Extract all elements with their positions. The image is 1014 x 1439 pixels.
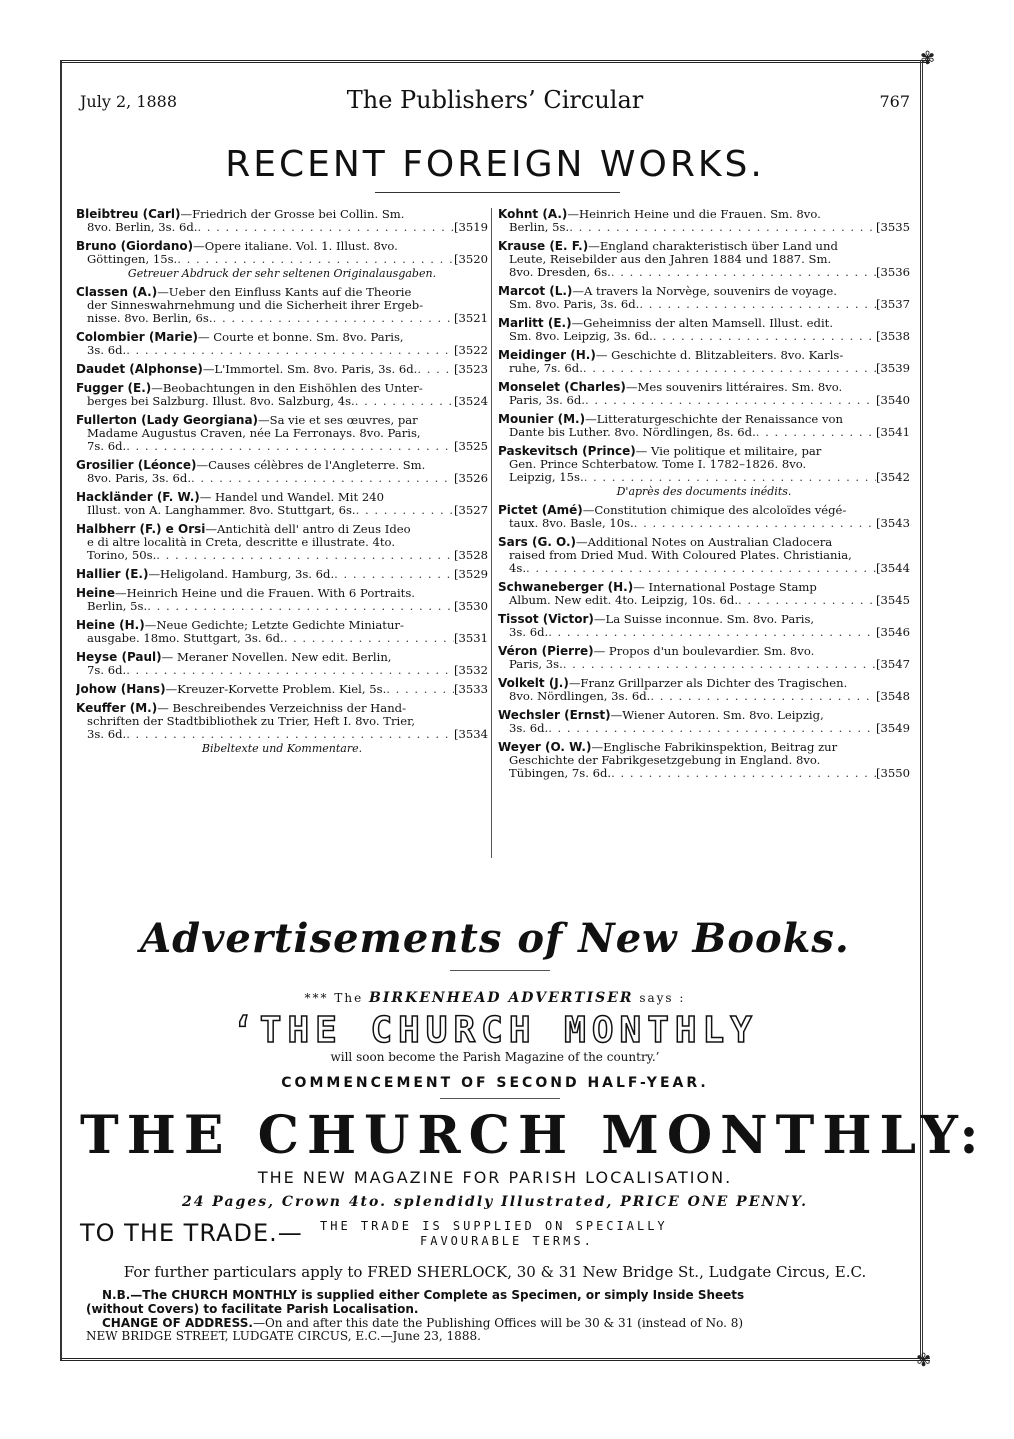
change-line-2: NEW BRIDGE STREET, LUDGATE CIRCUS, E.C.—June 23, 1888. (86, 1329, 481, 1343)
book-description: nisse. 8vo. Berlin, 6s. (87, 312, 213, 325)
book-description: —Constitution chimique des alcoloïdes végé- (582, 504, 847, 517)
leader-dots (583, 362, 876, 375)
nb-line-1: N.B.—The CHURCH MONTHLY is supplied either Complete as Specimen, or simply Inside Sheets (102, 1288, 745, 1302)
says-name: BIRKENHEAD ADVERTISER (369, 990, 634, 1006)
book-entry (76, 331, 488, 357)
book-entry (76, 587, 488, 613)
book-description: —Sa vie et ses œuvres, par (258, 414, 418, 427)
book-description: 3s. 6d. (87, 344, 127, 357)
entry-number: [3546 (875, 626, 910, 639)
book-author: Daudet (Alphonse) (76, 363, 203, 376)
book-author: Grosilier (Léonce) (76, 459, 197, 472)
leader-dots (563, 658, 876, 671)
column-divider (491, 208, 492, 858)
book-entry (498, 504, 910, 530)
right-column (498, 208, 910, 786)
entry-number: [3543 (875, 517, 910, 530)
leader-dots (738, 594, 876, 607)
book-entry (76, 382, 488, 408)
book-note: Getreuer Abdruck der sehr seltenen Originalausgaben. (127, 267, 437, 280)
further-particulars: For further particulars apply to FRED SHERLOCK, 30 & 31 New Bridge St., Ludgate Circus, E.C. (123, 1263, 867, 1281)
book-description: —Neue Gedichte; Letzte Gedichte Miniatur- (144, 619, 404, 632)
book-author: Halbherr (F.) e Orsi (76, 523, 206, 536)
entry-number: [3526 (453, 472, 488, 485)
book-description: Torino, 50s. (87, 549, 157, 562)
book-description: Leute, Reisebilder aus den Jahren 1884 und 1887. Sm. (509, 253, 832, 266)
book-author: Bruno (Giordano) (76, 240, 194, 253)
leader-dots (156, 549, 454, 562)
book-entry (498, 536, 910, 575)
entry-number: [3532 (453, 664, 488, 677)
book-author: Weyer (O. W.) (498, 741, 592, 754)
book-description: —Franz Grillparzer als Dichter des Tragischen. (568, 677, 848, 690)
book-entry (498, 240, 910, 279)
entry-number: [3525 (453, 440, 488, 453)
leader-dots (417, 363, 454, 376)
book-description: —Additional Notes on Australian Cladocera (576, 536, 833, 549)
book-author: Véron (Pierre) (498, 645, 594, 658)
book-entry (76, 208, 488, 234)
book-description: 8vo. Dresden, 6s. (509, 266, 611, 279)
book-description: Illust. von A. Langhammer. 8vo. Stuttgart, 6s. (87, 504, 356, 517)
entry-number: [3523 (453, 363, 488, 376)
book-description: —England charakteristisch über Land und (588, 240, 838, 253)
book-author: Johow (Hans) (76, 683, 166, 696)
leader-dots (191, 472, 454, 485)
corner-ornament-icon: ✾ (920, 48, 936, 69)
leader-dots (213, 312, 454, 325)
entry-number: [3527 (453, 504, 488, 517)
entry-number: [3530 (453, 600, 488, 613)
book-description: Sm. 8vo. Leipzig, 3s. 6d. (509, 330, 653, 343)
commencement-line: COMMENCEMENT OF SECOND HALF-YEAR. (281, 1075, 709, 1091)
book-entry (76, 286, 488, 325)
book-entry (76, 619, 488, 645)
leader-dots (548, 626, 876, 639)
book-author: Meidinger (H.) (498, 349, 596, 362)
book-description: 8vo. Paris, 3s. 6d. (87, 472, 192, 485)
book-author: Keuffer (M.) (76, 702, 158, 715)
book-author: Classen (A.) (76, 286, 158, 299)
nb-note (86, 1288, 916, 1316)
book-entry (498, 581, 910, 607)
entry-number: [3519 (453, 221, 488, 234)
book-description: der Sinneswahrnehmung und die Sicherheit ihrer Ergeb- (87, 299, 424, 312)
book-description: Geschichte der Fabrikgesetzgebung in England. 8vo. (509, 754, 821, 767)
issue-date: July 2, 1888 (80, 92, 178, 111)
entry-number: [3542 (875, 471, 910, 484)
entry-number: [3541 (875, 426, 910, 439)
entry-number: [3534 (453, 728, 488, 741)
leader-dots (147, 600, 454, 613)
book-entry (498, 445, 910, 498)
nb-line-2: (without Covers) to facilitate Parish Localisation. (86, 1302, 419, 1316)
book-description: —L'Immortel. Sm. 8vo. Paris, 3s. 6d. (202, 363, 418, 376)
book-description: 7s. 6d. (87, 664, 127, 677)
entry-number: [3549 (875, 722, 910, 735)
trade-lead: TO THE TRADE.— (80, 1219, 303, 1247)
book-description: ausgabe. 18mo. Stuttgart, 3s. 6d. (87, 632, 284, 645)
book-author: Fullerton (Lady Georgiana) (76, 414, 259, 427)
book-entry (498, 413, 910, 439)
book-author: Kohnt (A.) (498, 208, 568, 221)
entry-number: [3528 (453, 549, 488, 562)
book-author: Hackländer (F. W.) (76, 491, 200, 504)
leader-dots (356, 504, 454, 517)
entry-number: [3529 (453, 568, 488, 581)
book-author: Wechsler (Ernst) (498, 709, 611, 722)
book-entry (76, 702, 488, 755)
entry-number: [3524 (453, 395, 488, 408)
change-heading: CHANGE OF ADDRESS. (102, 1316, 253, 1330)
entry-number: [3539 (875, 362, 910, 375)
divider (440, 1098, 560, 1099)
book-author: Fugger (E.) (76, 382, 152, 395)
quote-tail: will soon become the Parish Magazine of the country.’ (330, 1050, 660, 1064)
book-description: — Vie politique et militaire, par (635, 445, 822, 458)
quote-outline-title: ‘THE CHURCH MONTHLY (232, 1010, 758, 1051)
book-description: 3s. 6d. (509, 722, 549, 735)
leader-dots (650, 690, 876, 703)
birkenhead-says (80, 990, 910, 1006)
entry-number: [3540 (875, 394, 910, 407)
book-description: — Courte et bonne. Sm. 8vo. Paris, (198, 331, 404, 344)
book-author: Marlitt (E.) (498, 317, 572, 330)
book-description: 3s. 6d. (87, 728, 127, 741)
book-entry (76, 523, 488, 562)
leader-dots (526, 562, 876, 575)
book-entry (76, 459, 488, 485)
publication-title: The Publishers’ Circular (346, 86, 644, 114)
book-description: —A travers la Norvège, souvenirs de voyage. (572, 285, 837, 298)
book-description: Sm. 8vo. Paris, 3s. 6d. (509, 298, 640, 311)
leader-dots (126, 728, 454, 741)
book-entry (498, 645, 910, 671)
book-description: — International Postage Stamp (633, 581, 817, 594)
page-header (80, 86, 910, 116)
book-author: Paskevitsch (Prince) (498, 445, 636, 458)
book-entry (498, 613, 910, 639)
entry-number: [3521 (453, 312, 488, 325)
leader-dots (126, 664, 454, 677)
left-column (76, 208, 488, 761)
entry-number: [3550 (875, 767, 910, 780)
book-description: —Heinrich Heine und die Frauen. With 6 Portraits. (114, 587, 415, 600)
book-author: Pictet (Amé) (498, 504, 583, 517)
book-entry (498, 208, 910, 234)
entry-number: [3545 (875, 594, 910, 607)
entry-number: [3535 (875, 221, 910, 234)
leader-dots (756, 426, 876, 439)
book-description: ruhe, 7s. 6d. (509, 362, 583, 375)
book-entry (76, 363, 488, 376)
book-description: — Meraner Novellen. New edit. Berlin, (161, 651, 392, 664)
leader-dots (177, 253, 454, 266)
book-description: Tübingen, 7s. 6d. (509, 767, 612, 780)
entry-number: [3548 (875, 690, 910, 703)
corner-ornament-icon: ✾ (916, 1350, 932, 1371)
says-prefix: *** The (304, 991, 364, 1005)
leader-dots (334, 568, 454, 581)
book-entry (498, 709, 910, 735)
book-entry (498, 677, 910, 703)
leader-dots (197, 221, 454, 234)
book-description: Dante bis Luther. 8vo. Nördlingen, 8s. 6d. (509, 426, 756, 439)
entry-number: [3547 (875, 658, 910, 671)
book-entry (498, 741, 910, 780)
advertisements-heading: Advertisements of New Books. (140, 915, 850, 962)
book-description: —Heligoland. Hamburg, 3s. 6d. (148, 568, 335, 581)
entry-number: [3536 (875, 266, 910, 279)
entry-number: [3522 (453, 344, 488, 357)
book-author: Bleibtreu (Carl) (76, 208, 181, 221)
book-description: Paris, 3s. 6d. (509, 394, 585, 407)
book-author: Hallier (E.) (76, 568, 149, 581)
entry-number: [3537 (875, 298, 910, 311)
book-entry (76, 491, 488, 517)
book-description: Berlin, 5s. (509, 221, 570, 234)
book-author: Heine (H.) (76, 619, 145, 632)
trade-line-1: THE TRADE IS SUPPLIED ON SPECIALLY (320, 1219, 668, 1233)
frame-top-rule (60, 60, 930, 63)
leader-dots (639, 298, 876, 311)
book-description: Album. New edit. 4to. Leipzig, 10s. 6d. (509, 594, 739, 607)
leader-dots (634, 517, 876, 530)
book-author: Volkelt (J.) (498, 677, 569, 690)
says-suffix: says : (639, 991, 686, 1005)
book-description: 7s. 6d. (87, 440, 127, 453)
trade-notice (80, 1215, 910, 1255)
book-author: Marcot (L.) (498, 285, 573, 298)
book-entry (498, 349, 910, 375)
divider (450, 970, 550, 971)
book-description: Paris, 3s. (509, 658, 563, 671)
book-description: —La Suisse inconnue. Sm. 8vo. Paris, (593, 613, 815, 626)
book-description: berges bei Salzburg. Illust. 8vo. Salzburg, 4s. (87, 395, 355, 408)
magazine-subtitle: THE NEW MAGAZINE FOR PARISH LOCALISATION. (257, 1168, 733, 1187)
leader-dots (611, 266, 876, 279)
book-description: —Wiener Autoren. Sm. 8vo. Leipzig, (610, 709, 824, 722)
book-description: —Mes souvenirs littéraires. Sm. 8vo. (625, 381, 843, 394)
entry-number: [3538 (875, 330, 910, 343)
divider (375, 192, 620, 193)
entry-number: [3520 (453, 253, 488, 266)
book-entry (76, 568, 488, 581)
book-note: D'après des documents inédits. (616, 485, 792, 498)
section-title: RECENT FOREIGN WORKS. (225, 144, 765, 185)
change-line-1: —On and after this date the Publishing Offices will be 30 & 31 (instead of No. 8) (252, 1316, 744, 1330)
leader-dots (611, 767, 876, 780)
frame-left-rule (60, 60, 62, 1360)
book-description: —Antichità dell' antro di Zeus Ideo (205, 523, 411, 536)
book-author: Monselet (Charles) (498, 381, 626, 394)
book-description: —Kreuzer-Korvette Problem. Kiel, 5s. (165, 683, 387, 696)
leader-dots (585, 394, 876, 407)
trade-line-2: FAVOURABLE TERMS. (420, 1234, 594, 1248)
book-entry (76, 683, 488, 696)
book-note: Bibeltexte und Kommentare. (201, 742, 363, 755)
book-entry (498, 285, 910, 311)
book-description: 3s. 6d. (509, 626, 549, 639)
book-description: Berlin, 5s. (87, 600, 148, 613)
book-description: — Beschreibendes Verzeichniss der Hand- (157, 702, 406, 715)
leader-dots (569, 221, 876, 234)
leader-dots (653, 330, 876, 343)
book-entry (76, 414, 488, 453)
book-description: 8vo. Nördlingen, 3s. 6d. (509, 690, 651, 703)
book-description: Gen. Prince Schterbatow. Tome I. 1782–1826. 8vo. (509, 458, 807, 471)
leader-dots (284, 632, 454, 645)
entry-number: [3531 (453, 632, 488, 645)
book-description: — Geschichte d. Blitzableiters. 8vo. Karls- (595, 349, 844, 362)
book-description: Leipzig, 15s. (509, 471, 584, 484)
book-description: — Propos d'un boulevardier. Sm. 8vo. (593, 645, 815, 658)
leader-dots (548, 722, 876, 735)
book-description: —Englische Fabrikinspektion, Beitrag zur (591, 741, 838, 754)
change-of-address (86, 1317, 916, 1343)
book-description: taux. 8vo. Basle, 10s. (509, 517, 634, 530)
leader-dots (584, 471, 876, 484)
book-description: Göttingen, 15s. (87, 253, 178, 266)
book-author: Heine (76, 587, 115, 600)
book-description: —Friedrich der Grosse bei Collin. Sm. (180, 208, 405, 221)
book-author: Heyse (Paul) (76, 651, 162, 664)
book-description: —Opere italiane. Vol. 1. Illust. 8vo. (193, 240, 398, 253)
entry-number: [3533 (453, 683, 488, 696)
book-description: e di altre località in Creta, descritte e illustrate. 4to. (87, 536, 395, 549)
book-description: 8vo. Berlin, 3s. 6d. (87, 221, 198, 234)
book-description: schriften der Stadtbibliothek zu Trier, Heft I. 8vo. Trier, (87, 715, 416, 728)
book-description: raised from Dried Mud. With Coloured Plates. Christiania, (509, 549, 852, 562)
leader-dots (126, 344, 454, 357)
book-description: —Geheimniss der alten Mamsell. Illust. edit. (571, 317, 834, 330)
book-description: —Beobachtungen in den Eishöhlen des Unter- (151, 382, 423, 395)
entry-number: [3544 (875, 562, 910, 575)
book-description: —Ueber den Einfluss Kants auf die Theorie (157, 286, 412, 299)
book-description: Madame Augustus Craven, née La Ferronays. 8vo. Paris, (87, 427, 421, 440)
book-entry (498, 317, 910, 343)
book-author: Tissot (Victor) (498, 613, 594, 626)
leader-dots (355, 395, 454, 408)
book-description: — Handel und Wandel. Mit 240 (199, 491, 384, 504)
leader-dots (126, 440, 454, 453)
book-description: —Litteraturgeschichte der Renaissance von (585, 413, 843, 426)
book-author: Mounier (M.) (498, 413, 586, 426)
book-author: Krause (E. F.) (498, 240, 589, 253)
book-description: —Heinrich Heine und die Frauen. Sm. 8vo. (567, 208, 821, 221)
church-monthly-title: THE CHURCH MONTHLY: (80, 1105, 987, 1166)
book-author: Colombier (Marie) (76, 331, 199, 344)
frame-bottom-rule (60, 1358, 930, 1361)
book-author: Sars (G. O.) (498, 536, 577, 549)
leader-dots (386, 683, 454, 696)
book-description: —Causes célèbres de l'Angleterre. Sm. (196, 459, 426, 472)
book-entry (76, 651, 488, 677)
book-description: 4s. (509, 562, 527, 575)
book-entry (76, 240, 488, 280)
book-author: Schwaneberger (H.) (498, 581, 634, 594)
book-entry (498, 381, 910, 407)
page-number: 767 (879, 92, 910, 111)
pages-price-line: 24 Pages, Crown 4to. splendidly Illustrated, PRICE ONE PENNY. (181, 1194, 809, 1210)
